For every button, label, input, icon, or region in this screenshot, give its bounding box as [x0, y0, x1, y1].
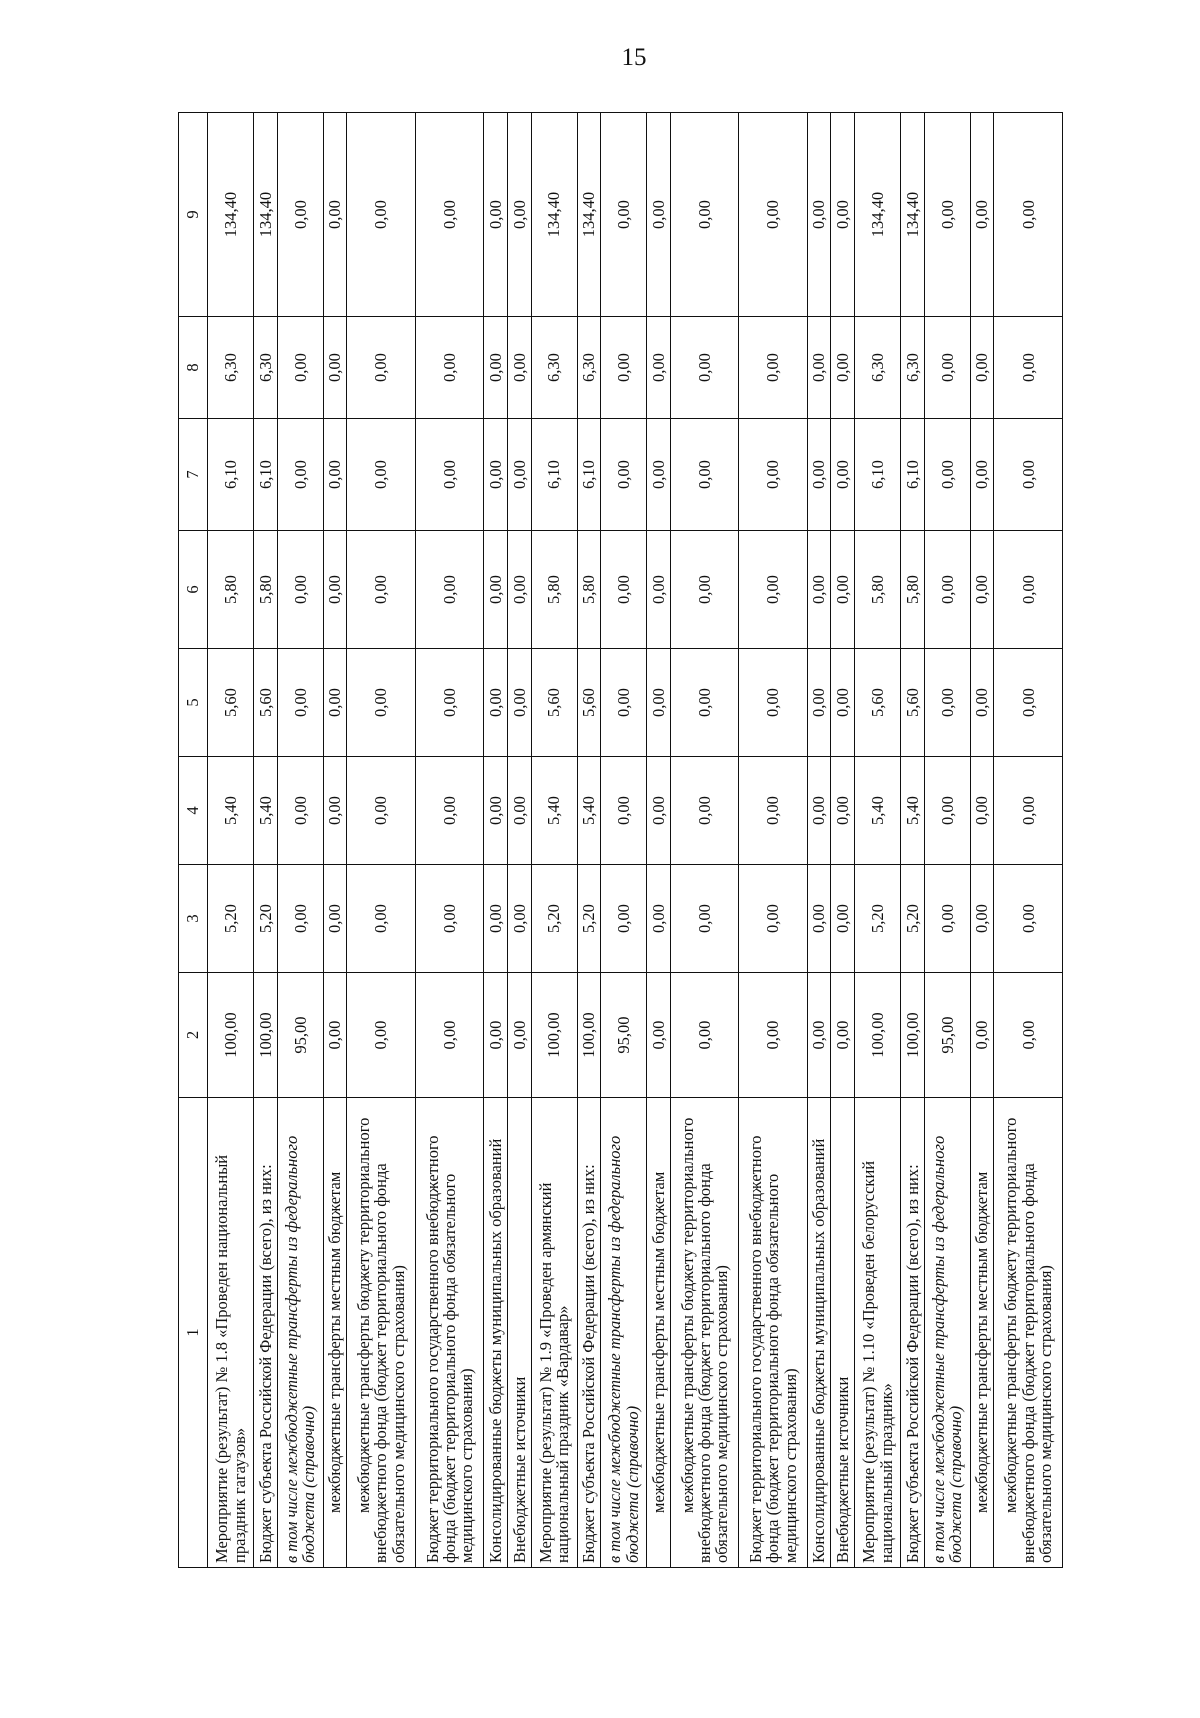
table-cell: 0,00 — [970, 419, 994, 531]
row-label: Бюджет субъекта Российской Федерации (всего), из них: — [577, 1098, 601, 1568]
row-label: в том числе межбюджетные трансферты из федерального бюджета (справочно) — [924, 1098, 970, 1568]
table-cell: 0,00 — [323, 317, 347, 419]
table-cell: 0,00 — [277, 317, 323, 419]
table-cell: 0,00 — [831, 865, 855, 973]
table-cell: 0,00 — [970, 865, 994, 973]
table-cell: 0,00 — [347, 757, 415, 865]
table-cell: 5,20 — [531, 865, 577, 973]
row-label: Бюджет субъекта Российской Федерации (всего), из них: — [254, 1098, 278, 1568]
table-cell: 5,20 — [855, 865, 901, 973]
table-cell: 0,00 — [647, 113, 671, 317]
table-cell: 100,00 — [531, 973, 577, 1098]
table-cell: 0,00 — [739, 865, 807, 973]
row-label: Мероприятие (результат) № 1.10 «Проведен белорусский национальный праздник» — [855, 1098, 901, 1568]
table-cell: 0,00 — [807, 531, 831, 649]
table-row — [924, 113, 970, 1568]
table-cell: 0,00 — [670, 757, 738, 865]
table-cell: 0,00 — [970, 973, 994, 1098]
table-cell: 0,00 — [970, 113, 994, 317]
table-cell: 134,40 — [254, 113, 278, 317]
row-label: межбюджетные трансферты местным бюджетам — [647, 1098, 671, 1568]
table-cell: 0,00 — [415, 317, 483, 419]
table-cell: 0,00 — [831, 757, 855, 865]
table-row — [208, 113, 254, 1568]
table-cell: 0,00 — [670, 973, 738, 1098]
table-cell: 0,00 — [507, 649, 531, 757]
rotated-table-container — [178, 113, 1063, 1568]
row-label: Внебюджетные источники — [507, 1098, 531, 1568]
table-cell: 0,00 — [507, 317, 531, 419]
table-cell: 0,00 — [323, 973, 347, 1098]
table-cell: 0,00 — [670, 317, 738, 419]
table-cell: 0,00 — [994, 113, 1063, 317]
table-row — [277, 113, 323, 1568]
table-cell: 5,40 — [531, 757, 577, 865]
table-cell: 5,80 — [901, 531, 925, 649]
table-row — [831, 113, 855, 1568]
table-cell: 0,00 — [994, 317, 1063, 419]
column-header: 8 — [179, 317, 208, 419]
table-cell: 0,00 — [484, 317, 508, 419]
table-cell: 0,00 — [507, 531, 531, 649]
table-body — [208, 113, 1063, 1568]
table-cell: 0,00 — [994, 865, 1063, 973]
table-cell: 5,20 — [254, 865, 278, 973]
table-cell: 5,80 — [855, 531, 901, 649]
table-cell: 0,00 — [601, 419, 647, 531]
table-cell: 6,10 — [901, 419, 925, 531]
row-label: Бюджет территориального государственного внебюджетного фонда (бюджет территориального фонда обязательного медицинского страхования) — [415, 1098, 483, 1568]
table-cell: 0,00 — [924, 531, 970, 649]
table-cell: 0,00 — [347, 649, 415, 757]
table-cell: 0,00 — [277, 757, 323, 865]
table-cell: 0,00 — [924, 649, 970, 757]
table-cell: 6,30 — [855, 317, 901, 419]
budget-table — [178, 112, 1063, 1568]
table-cell: 5,20 — [208, 865, 254, 973]
table-cell: 0,00 — [807, 419, 831, 531]
table-cell: 0,00 — [601, 865, 647, 973]
table-cell: 0,00 — [647, 757, 671, 865]
table-cell: 5,60 — [208, 649, 254, 757]
table-cell: 0,00 — [739, 757, 807, 865]
table-cell: 6,10 — [531, 419, 577, 531]
table-cell: 0,00 — [347, 113, 415, 317]
table-cell: 134,40 — [208, 113, 254, 317]
table-cell: 5,40 — [855, 757, 901, 865]
table-cell: 0,00 — [670, 113, 738, 317]
table-row — [670, 113, 738, 1568]
table-cell: 5,60 — [855, 649, 901, 757]
table-cell: 0,00 — [347, 419, 415, 531]
table-row — [647, 113, 671, 1568]
table-cell: 0,00 — [415, 531, 483, 649]
table-cell: 0,00 — [807, 317, 831, 419]
table-cell: 0,00 — [970, 531, 994, 649]
column-header: 5 — [179, 649, 208, 757]
table-row — [531, 113, 577, 1568]
table-cell: 0,00 — [647, 419, 671, 531]
row-label: межбюджетные трансферты местным бюджетам — [323, 1098, 347, 1568]
table-cell: 0,00 — [484, 757, 508, 865]
table-cell: 0,00 — [670, 649, 738, 757]
table-cell: 0,00 — [739, 317, 807, 419]
table-cell: 134,40 — [901, 113, 925, 317]
table-cell: 0,00 — [415, 757, 483, 865]
table-cell: 0,00 — [831, 649, 855, 757]
table-cell: 0,00 — [970, 757, 994, 865]
table-cell: 6,30 — [577, 317, 601, 419]
table-cell: 134,40 — [855, 113, 901, 317]
row-label: межбюджетные трансферты местным бюджетам — [970, 1098, 994, 1568]
table-cell: 100,00 — [577, 973, 601, 1098]
table-cell: 6,10 — [577, 419, 601, 531]
table-row — [415, 113, 483, 1568]
table-row — [507, 113, 531, 1568]
table-cell: 0,00 — [323, 865, 347, 973]
header-row — [179, 113, 208, 1568]
table-cell: 0,00 — [484, 113, 508, 317]
column-header: 2 — [179, 973, 208, 1098]
table-cell: 6,30 — [901, 317, 925, 419]
table-cell: 0,00 — [970, 317, 994, 419]
table-cell: 5,80 — [254, 531, 278, 649]
column-header: 6 — [179, 531, 208, 649]
table-cell: 95,00 — [924, 973, 970, 1098]
table-cell: 5,60 — [254, 649, 278, 757]
table-row — [994, 113, 1063, 1568]
table-cell: 0,00 — [277, 113, 323, 317]
table-cell: 0,00 — [484, 531, 508, 649]
table-row — [901, 113, 925, 1568]
table-cell: 0,00 — [831, 531, 855, 649]
table-cell: 0,00 — [601, 317, 647, 419]
row-label: межбюджетные трансферты бюджету территориального внебюджетного фонда (бюджет территориального фонда обязательного медицинского страхования) — [994, 1098, 1063, 1568]
table-cell: 100,00 — [901, 973, 925, 1098]
table-cell: 6,10 — [855, 419, 901, 531]
table-cell: 0,00 — [601, 757, 647, 865]
table-cell: 5,80 — [531, 531, 577, 649]
table-cell: 0,00 — [994, 649, 1063, 757]
table-cell: 100,00 — [254, 973, 278, 1098]
table-cell: 0,00 — [739, 649, 807, 757]
table-cell: 0,00 — [601, 113, 647, 317]
table-cell: 0,00 — [924, 419, 970, 531]
table-cell: 0,00 — [924, 317, 970, 419]
table-row — [970, 113, 994, 1568]
table-cell: 134,40 — [577, 113, 601, 317]
table-cell: 0,00 — [739, 531, 807, 649]
table-cell: 0,00 — [415, 113, 483, 317]
table-cell: 0,00 — [807, 865, 831, 973]
table-cell: 0,00 — [807, 113, 831, 317]
table-cell: 0,00 — [647, 649, 671, 757]
table-cell: 0,00 — [994, 757, 1063, 865]
table-row — [855, 113, 901, 1568]
table-cell: 5,40 — [208, 757, 254, 865]
table-cell: 6,30 — [254, 317, 278, 419]
table-cell: 5,80 — [577, 531, 601, 649]
table-cell: 0,00 — [647, 531, 671, 649]
table-cell: 95,00 — [277, 973, 323, 1098]
table-cell: 0,00 — [647, 973, 671, 1098]
table-cell: 6,10 — [254, 419, 278, 531]
table-cell: 5,20 — [577, 865, 601, 973]
table-cell: 0,00 — [601, 649, 647, 757]
table-cell: 0,00 — [277, 419, 323, 531]
table-cell: 5,40 — [901, 757, 925, 865]
column-header: 1 — [179, 1098, 208, 1568]
table-cell: 0,00 — [970, 649, 994, 757]
table-cell: 0,00 — [323, 531, 347, 649]
table-cell: 0,00 — [347, 531, 415, 649]
table-cell: 0,00 — [415, 419, 483, 531]
table-row — [807, 113, 831, 1568]
row-label: Консолидированные бюджеты муниципальных образований — [807, 1098, 831, 1568]
table-cell: 0,00 — [507, 865, 531, 973]
table-cell: 0,00 — [415, 865, 483, 973]
table-cell: 5,60 — [577, 649, 601, 757]
row-label: в том числе межбюджетные трансферты из федерального бюджета (справочно) — [601, 1098, 647, 1568]
table-cell: 0,00 — [670, 865, 738, 973]
column-header: 7 — [179, 419, 208, 531]
table-cell: 6,10 — [208, 419, 254, 531]
table-row — [601, 113, 647, 1568]
column-header: 9 — [179, 113, 208, 317]
table-cell: 0,00 — [507, 973, 531, 1098]
table-cell: 0,00 — [347, 317, 415, 419]
row-label: в том числе межбюджетные трансферты из федерального бюджета (справочно) — [277, 1098, 323, 1568]
row-label: Мероприятие (результат) № 1.9 «Проведен армянский национальный праздник «Вардавар» — [531, 1098, 577, 1568]
table-cell: 0,00 — [323, 757, 347, 865]
table-row — [739, 113, 807, 1568]
table-cell: 0,00 — [831, 113, 855, 317]
table-cell: 0,00 — [507, 757, 531, 865]
table-cell: 0,00 — [323, 419, 347, 531]
table-cell: 0,00 — [994, 531, 1063, 649]
table-cell: 0,00 — [507, 113, 531, 317]
row-label: Внебюджетные источники — [831, 1098, 855, 1568]
table-cell: 6,30 — [531, 317, 577, 419]
row-label: Бюджет субъекта Российской Федерации (всего), из них: — [901, 1098, 925, 1568]
table-cell: 0,00 — [924, 865, 970, 973]
column-header: 3 — [179, 865, 208, 973]
row-label: межбюджетные трансферты бюджету территориального внебюджетного фонда (бюджет территориального фонда обязательного медицинского страхования) — [670, 1098, 738, 1568]
table-row — [254, 113, 278, 1568]
table-cell: 0,00 — [739, 113, 807, 317]
table-cell: 100,00 — [855, 973, 901, 1098]
table-cell: 0,00 — [739, 973, 807, 1098]
table-cell: 0,00 — [484, 419, 508, 531]
row-label: межбюджетные трансферты бюджету территориального внебюджетного фонда (бюджет территориального фонда обязательного медицинского страхования) — [347, 1098, 415, 1568]
table-cell: 0,00 — [347, 973, 415, 1098]
table-cell: 0,00 — [670, 531, 738, 649]
table-cell: 0,00 — [484, 865, 508, 973]
table-row — [323, 113, 347, 1568]
table-cell: 0,00 — [415, 973, 483, 1098]
table-cell: 0,00 — [277, 531, 323, 649]
table-cell: 134,40 — [531, 113, 577, 317]
table-cell: 0,00 — [807, 757, 831, 865]
page-number: 15 — [621, 44, 647, 71]
table-cell: 5,40 — [577, 757, 601, 865]
row-label: Мероприятие (результат) № 1.8 «Проведен национальный праздник гагаузов» — [208, 1098, 254, 1568]
table-cell: 5,40 — [254, 757, 278, 865]
table-cell: 5,60 — [901, 649, 925, 757]
table-row — [347, 113, 415, 1568]
table-cell: 0,00 — [924, 113, 970, 317]
table-cell: 0,00 — [994, 419, 1063, 531]
table-cell: 0,00 — [739, 419, 807, 531]
table-row — [484, 113, 508, 1568]
table-cell: 0,00 — [831, 317, 855, 419]
table-cell: 0,00 — [484, 973, 508, 1098]
table-cell: 0,00 — [277, 865, 323, 973]
table-cell: 0,00 — [807, 973, 831, 1098]
table-cell: 0,00 — [601, 531, 647, 649]
table-cell: 0,00 — [323, 113, 347, 317]
table-cell: 0,00 — [831, 973, 855, 1098]
table-cell: 0,00 — [347, 865, 415, 973]
table-cell: 5,60 — [531, 649, 577, 757]
table-cell: 0,00 — [924, 757, 970, 865]
table-cell: 100,00 — [208, 973, 254, 1098]
table-cell: 0,00 — [323, 649, 347, 757]
table-cell: 5,20 — [901, 865, 925, 973]
table-cell: 0,00 — [484, 649, 508, 757]
table-cell: 0,00 — [647, 865, 671, 973]
row-label: Бюджет территориального государственного внебюджетного фонда (бюджет территориального фонда обязательного медицинского страхования) — [739, 1098, 807, 1568]
row-label: Консолидированные бюджеты муниципальных образований — [484, 1098, 508, 1568]
table-cell: 0,00 — [670, 419, 738, 531]
table-cell: 0,00 — [277, 649, 323, 757]
column-header: 4 — [179, 757, 208, 865]
table-cell: 0,00 — [647, 317, 671, 419]
table-cell: 0,00 — [831, 419, 855, 531]
table-cell: 5,80 — [208, 531, 254, 649]
table-cell: 0,00 — [507, 419, 531, 531]
table-cell: 95,00 — [601, 973, 647, 1098]
table-cell: 0,00 — [994, 973, 1063, 1098]
table-cell: 6,30 — [208, 317, 254, 419]
table-cell: 0,00 — [415, 649, 483, 757]
table-cell: 0,00 — [807, 649, 831, 757]
table-row — [577, 113, 601, 1568]
